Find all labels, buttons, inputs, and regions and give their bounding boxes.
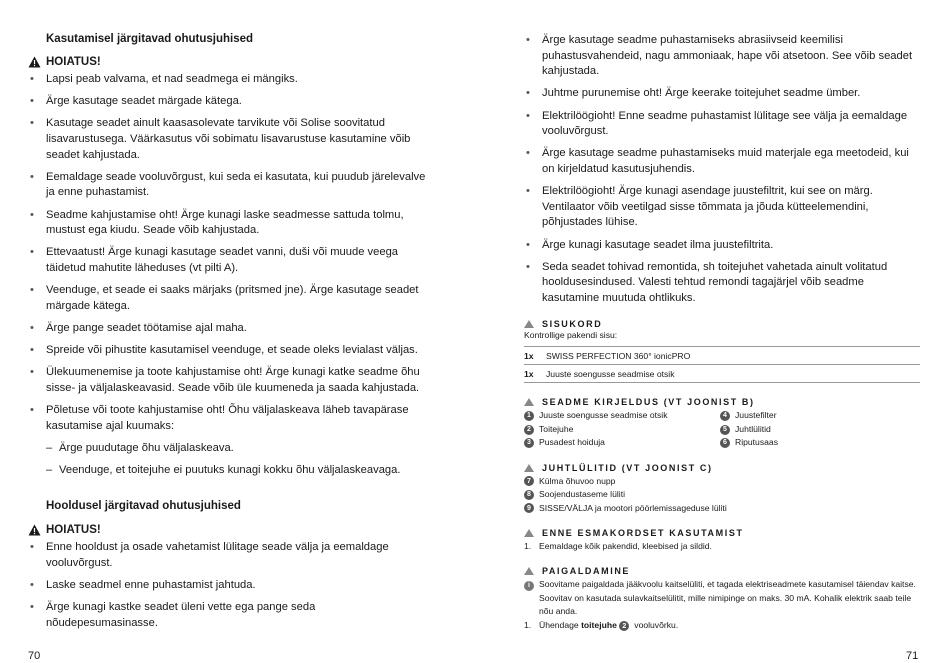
- list-item: • Ärge kasutage seadme puhastamiseks muid materjale ega meetodeid, kui on kirjeldatud kasutusjuhendis.: [524, 146, 920, 177]
- list-item: • Eemaldage seade vooluvõrgust, kui seda ei kasutata, kui puudub järelevalve ja enne puhastamist.: [28, 170, 428, 201]
- list-item: • Kasutage seadet ainult kaasasolevate tarvikute või Solise soovitatud lisavarustusega. Väärkasutus või sobimatu lisavarustuse kasutamine võib seadet kahjustada.: [28, 116, 428, 163]
- list-item-label: Pusadest hoiduja: [539, 437, 605, 448]
- warning-label: HOIATUS!: [46, 56, 101, 68]
- list-item: [524, 502, 920, 515]
- list-item: • Elektrilöögioht! Ärge kunagi asendage juustefiltrit, kui see on märg. Ventilaator võib veetilgad sisse tõmmata ja jõuda kütteelemendini, põhjustades lühise.: [524, 184, 920, 231]
- list-item: • Ärge kunagi kastke seadet üleni vette ega pange seda nõudepesumasinasse.: [28, 600, 428, 631]
- usage-safety-title: Kasutamisel järgitavad ohutusjuhised: [46, 33, 254, 45]
- list-item: • Ärge kasutage seadet märgade kätega.: [28, 94, 428, 110]
- list-item: – Ärge puudutage õhu väljalaskeava.: [28, 441, 428, 457]
- list-item: • Ärge kasutage seadme puhastamiseks abrasiivseid keemilisi puhastusvahendeid, nagu ammoniaak, hape või atsetoon. See võib seadet kahjustada.: [524, 33, 920, 80]
- warning-icon: [28, 524, 41, 536]
- warning-icon: [28, 56, 41, 68]
- installation-step: 1. Ühendage toitejuhe 2 vooluvõrku.: [524, 619, 679, 630]
- list-item: • Laske seadmel enne puhastamist jahtuda.: [28, 578, 428, 594]
- list-item: • Juhtme purunemise oht! Ärge keerake toitejuhet seadme ümber.: [524, 86, 920, 102]
- cleaning-bullets: [524, 33, 920, 306]
- contents-subtitle: Kontrollige pakendi sisu:: [524, 330, 618, 341]
- list-item: • Veenduge, et seade ei saaks märjaks (pritsmed jne). Ärge kasutage seadet märgade kätega.: [28, 283, 428, 314]
- list-item: [524, 488, 920, 501]
- triangle-icon: [524, 529, 534, 537]
- first-use-heading: ENNE ESMAKORDSET KASUTAMIST: [524, 528, 920, 538]
- list-item: • Enne hooldust ja osade vahetamist lülitage seade välja ja eemaldage vooluvõrgust.: [28, 540, 428, 571]
- right-page: [524, 0, 920, 663]
- callout-number: 4: [720, 411, 730, 421]
- list-item: [720, 409, 778, 422]
- left-page: [28, 0, 428, 663]
- info-icon: i: [524, 581, 534, 591]
- list-item-label: Külma õhuvoo nupp: [539, 475, 616, 486]
- installation-heading: PAIGALDAMINE: [524, 566, 920, 576]
- first-use-step: 1. Eemaldage kõik pakendid, kleebised ja sildid.: [524, 540, 712, 551]
- list-item: • Ärge kunagi kasutage seadet ilma juustefiltrita.: [524, 238, 920, 254]
- outlet-sub-bullets: [28, 441, 428, 479]
- triangle-icon: [524, 320, 534, 328]
- page-number-right: 71: [906, 650, 919, 662]
- callout-number: 5: [720, 425, 730, 435]
- usage-bullets: [28, 72, 428, 434]
- callout-number: 1: [524, 411, 534, 421]
- contents-table: [524, 346, 920, 383]
- list-item-label: Soojendustaseme lüliti: [539, 489, 625, 500]
- list-item: • Seadme kahjustamise oht! Ärge kunagi laske seadmesse sattuda tolmu, mustust ega kiudu. Seade võib kahjustada.: [28, 208, 428, 239]
- description-list: [524, 409, 920, 449]
- list-item: • Elektrilöögioht! Enne seadme puhastamist lülitage see välja ja eemaldage vooluvõrgust.: [524, 109, 920, 140]
- list-item-label: SISSE/VÄLJA ja mootori pöörlemissageduse lüliti: [539, 502, 727, 513]
- list-item: [524, 423, 720, 436]
- info-line: Soovitame paigaldada jääkvoolu kaitselüliti, et tagada elektriseadmete kasutamisel täiendav kaitse.: [539, 579, 916, 590]
- list-item: • Ettevaatust! Ärge kunagi kasutage seadet vanni, duši või muude veega täidetud mahutite läheduses (vt pilti A).: [28, 245, 428, 276]
- switches-list: [524, 475, 920, 515]
- table-row: 1x Juuste soengusse seadmise otsik: [524, 365, 920, 383]
- list-item-label: Juustefilter: [735, 410, 777, 421]
- callout-number: 6: [720, 438, 730, 448]
- callout-number: 2: [619, 621, 629, 631]
- installation-info: [524, 578, 920, 618]
- list-item: • Spreide või pihustite kasutamisel veenduge, et seade oleks levialast väljas.: [28, 343, 428, 359]
- list-item: [720, 423, 778, 436]
- table-row: 1x SWISS PERFECTION 360° ionicPRO: [524, 347, 920, 365]
- list-item-label: Riputusaas: [735, 437, 778, 448]
- list-item: • Seda seadet tohivad remontida, sh toitejuhet vahetada ainult volitatud hooldusesindused. Valesti tehtud remondi tagajärjel võib seadme kasutamine muutuda ohtlikuks.: [524, 260, 920, 307]
- page-number-left: 70: [28, 650, 41, 662]
- list-item-label: Juuste soengusse seadmise otsik: [539, 410, 668, 421]
- triangle-icon: [524, 464, 534, 472]
- description-heading: SEADME KIRJELDUS (VT JOONIST B): [524, 397, 920, 407]
- warning-heading: [28, 524, 428, 536]
- maintenance-safety-title: Hooldusel järgitavad ohutusjuhised: [46, 500, 241, 513]
- info-line: nõu anda.: [539, 606, 578, 617]
- info-line: Soovitav on kasutada sulavkaitselülitit, mille nimipinge on maks. 30 mA. Kohalik elektrik saab teile: [539, 592, 912, 603]
- callout-number: 3: [524, 438, 534, 448]
- list-item: • Põletuse või toote kahjustamise oht! Õhu väljalaskeava läheb tavapärase kasutamise ajal kuumaks:: [28, 403, 428, 434]
- list-item-label: Toitejuhe: [539, 423, 574, 434]
- list-item: • Lapsi peab valvama, et nad seadmega ei mängiks.: [28, 72, 428, 88]
- list-item: – Veenduge, et toitejuhe ei puutuks kunagi kokku õhu väljalaskeavaga.: [28, 463, 428, 479]
- callout-number: 7: [524, 476, 534, 486]
- triangle-icon: [524, 567, 534, 575]
- callout-number: 8: [524, 490, 534, 500]
- list-item: • Ülekuumenemise ja toote kahjustamise oht! Ärge kunagi katke seadme õhu sisse- ja väljalaskeavasid. Seade võib üle kuumeneda ja saada kahjustada.: [28, 365, 428, 396]
- warning-heading: [28, 56, 428, 68]
- list-item-label: Juhtlülitid: [735, 423, 771, 434]
- triangle-icon: [524, 398, 534, 406]
- list-item: [524, 409, 720, 422]
- callout-number: 9: [524, 503, 534, 513]
- warning-label: HOIATUS!: [46, 524, 101, 537]
- list-item: [524, 475, 920, 488]
- list-item: [720, 436, 778, 449]
- maintenance-bullets: [28, 540, 428, 631]
- list-item: [524, 436, 720, 449]
- callout-number: 2: [524, 425, 534, 435]
- contents-heading: SISUKORD: [524, 319, 920, 329]
- list-item: • Ärge pange seadet töötamise ajal maha.: [28, 321, 428, 337]
- switches-heading: JUHTLÜLITID (VT JOONIST C): [524, 463, 920, 473]
